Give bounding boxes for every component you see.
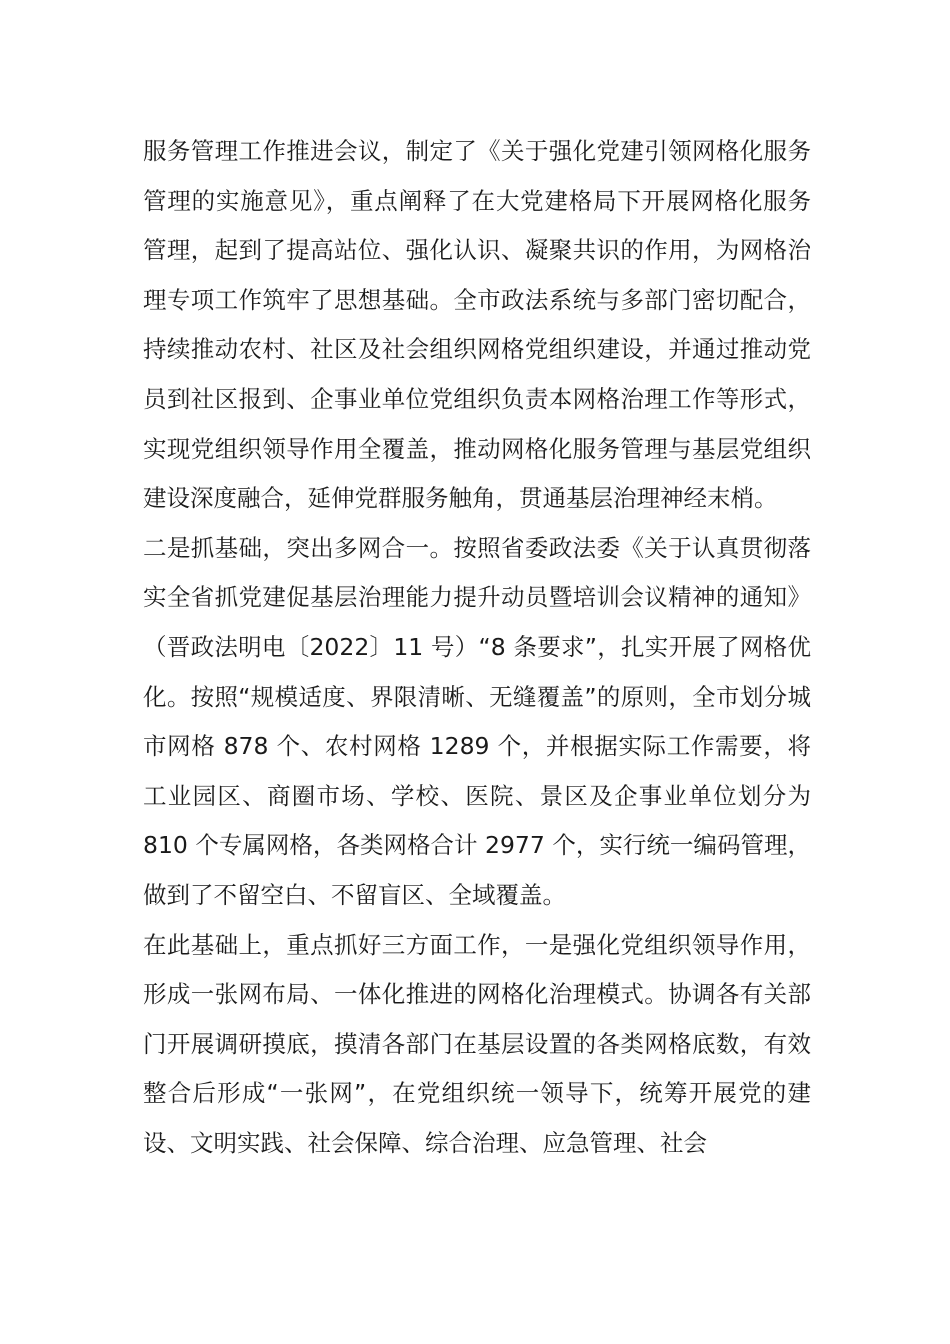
paragraph-1: 服务管理工作推进会议，制定了《关于强化党建引领网格化服务管理的实施意见》，重点阐释了在大党建格局下开展网格化服务管理，起到了提高站位、强化认识、凝聚共识的作用，为网格治理专项工作筑牢了思想基础。全市政法系统与多部门密切配合，持续推动农村、社区及社会组织网格党组织建设，并通过推动党员到社区报到、企事业单位党组织负责本网格治理工作等形式，实现党组织领导作用全覆盖，推动网格化服务管理与基层党组织建设深度融合，延伸党群服务触角，贯通基层治理神经末梢。 bbox=[143, 137, 811, 513]
paragraph-3: 在此基础上，重点抓好三方面工作，一是强化党组织领导作用，形成一张网布局、一体化推进的网格化治理模式。协调各有关部门开展调研摸底，摸清各部门在基层设置的各类网格底数，有效整合后形成“一张网”，在党组织统一领导下，统筹开展党的建设、文明实践、社会保障、综合治理、应急管理、社会 bbox=[143, 930, 811, 1157]
paragraph-2: 二是抓基础，突出多网合一。按照省委政法委《关于认真贯彻落实全省抓党建促基层治理能力提升动员暨培训会议精神的通知》（晋政法明电〔2022〕11 号）“8 条要求”，扎实开展了网格优化。按照“规模适度、界限清晰、无缝覆盖”的原则，全市划分城市网格 878 个、农村网格 1289 个，并根据实际工作需要，将工业园区、商圈市场、学校、医院、景区及企事业单位划分为 810 个专属网格，各类网格合计 2977 个，实行统一编码管理，做到了不留空白、不留盲区、全域覆盖。 bbox=[143, 533, 811, 909]
document-body bbox=[143, 127, 811, 1168]
